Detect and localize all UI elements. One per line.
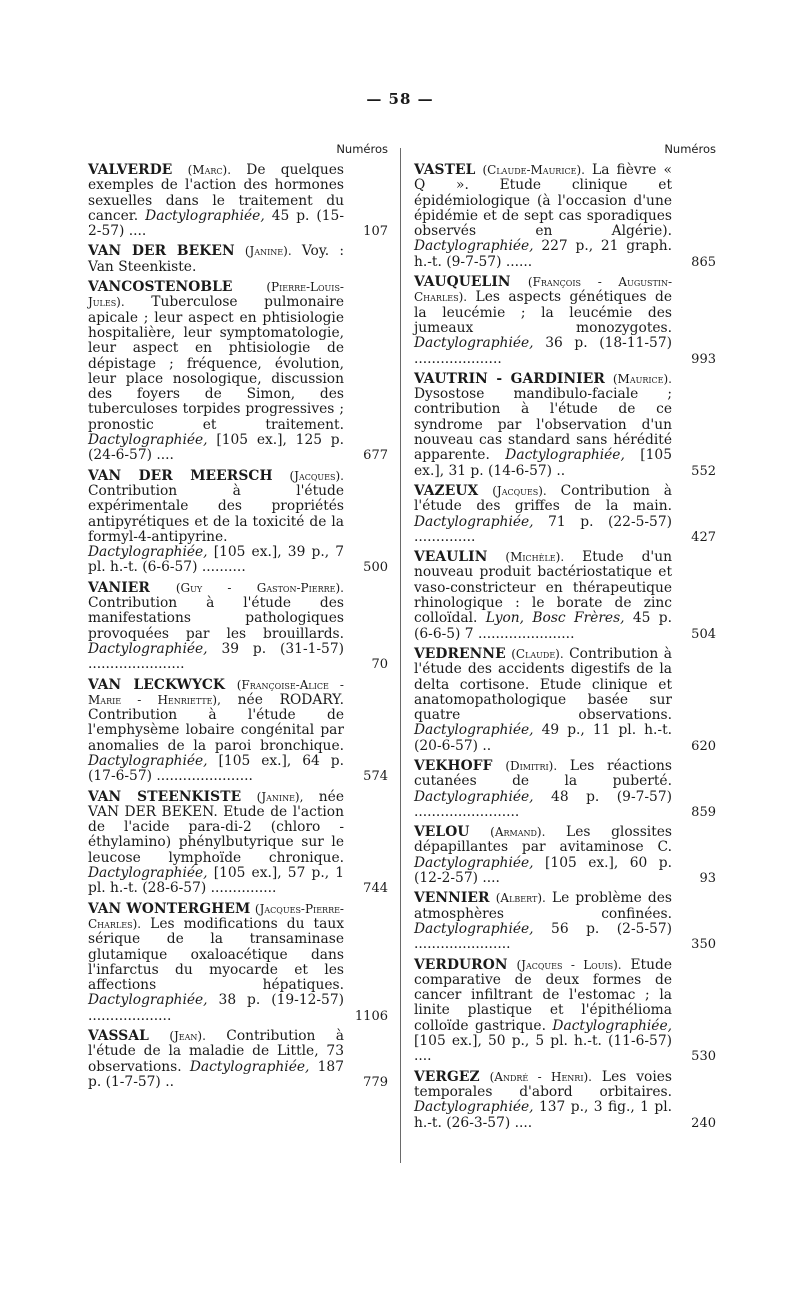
entry-text [414, 484, 672, 545]
thesis-details: 227 p., 21 graph. h.-t. (9-7-57) ...... [414, 238, 672, 270]
thesis-entry [414, 958, 716, 1065]
publication-format: Dactylographiée, [414, 513, 534, 530]
entry-number: 620 [691, 738, 716, 754]
thesis-entry [88, 469, 388, 576]
publication-format: Dactylographiée, [88, 432, 208, 449]
thesis-details: [105 ex.], 50 p., 5 pl. h.-t. (11-6-57) .... [414, 1033, 672, 1065]
entry-text [414, 825, 672, 886]
publication-format: Dactylographiée, [552, 1017, 672, 1034]
thesis-title: Contribution à l'étude de la maladie de Little, 73 observations. [88, 1028, 344, 1075]
thesis-entry [414, 163, 716, 270]
thesis-title: Contribution à l'étude expérimentale des propriétés antipyrétiques et de la toxicité de la formyl-4-antipyrine. [88, 482, 344, 545]
left-column [88, 140, 388, 1090]
author-given-names: (Marc). [187, 163, 232, 177]
thesis-entry [88, 244, 388, 275]
publication-format: Dactylographiée, [414, 1099, 534, 1116]
thesis-title: Contribution à l'étude des griffes de la main. [414, 482, 673, 515]
thesis-details: 56 p. (2-5-57) ...................... [414, 920, 672, 953]
thesis-details: [105 ex.], 31 p. (14-6-57) .. [414, 447, 672, 479]
thesis-entry [414, 825, 716, 886]
thesis-title: née RODARY. Contribution à l'étude de l'emphysème lobaire congénital par anomalies de la paroi bronchique. [88, 691, 344, 754]
thesis-entry [414, 550, 716, 642]
column-header: Numéros [664, 142, 716, 156]
thesis-details: [105 ex.], 39 p., 7 pl. h.-t. (6-6-57) .......... [88, 544, 344, 576]
author-surname: VANIER [88, 579, 150, 596]
thesis-details: 71 p. (22-5-57) .............. [414, 513, 672, 545]
author-surname: VAUTRIN - GARDINIER [414, 370, 605, 387]
thesis-title: Les glossites dépapillantes par avitaminose C. [414, 824, 673, 856]
author-given-names: (Pierre-Louis-Jules). [88, 280, 344, 310]
thesis-entry [414, 1070, 716, 1131]
thesis-details: [105 ex.], 57 p., 1 pl. h.-t. (28-6-57) ............... [88, 865, 344, 897]
thesis-title: Contribution à l'étude des accidents digestifs de la delta cortisone. Etude clinique et anatomopathologique basée sur quatre observations. [414, 645, 672, 724]
author-given-names: (Janine). [244, 244, 292, 259]
publication-format: Dactylographiée, [414, 854, 534, 871]
author-given-names: (Jacques - Louis). [516, 957, 622, 972]
entry-number: 677 [363, 448, 388, 464]
publication-format: Dactylographiée, [414, 238, 534, 255]
thesis-details: 48 p. (9-7-57) ........................ [414, 788, 672, 820]
entry-text [414, 275, 672, 367]
thesis-entry [414, 372, 716, 479]
entry-text [88, 678, 344, 785]
thesis-entry [88, 902, 388, 1024]
author-given-names: (Claude-Maurice). [482, 163, 585, 177]
entry-number: 93 [699, 871, 716, 887]
thesis-details: 45 p. (6-6-5) 7 ...................... [414, 610, 673, 642]
entry-number: 744 [363, 881, 388, 897]
publication-format: Dactylographiée, [88, 992, 208, 1009]
publication-format: Dactylographiée, [505, 447, 625, 464]
author-given-names: (Guy - Gaston-Pierre). [175, 580, 345, 595]
entry-number: 574 [363, 769, 388, 785]
author-given-names: (Jacques). [492, 483, 547, 498]
thesis-details: 137 p., 3 fig., 1 pl. h.-t. (26-3-57) .... [414, 1099, 672, 1131]
thesis-entry [414, 647, 716, 754]
thesis-entry [414, 275, 716, 367]
author-surname: VAN STEENKISTE [88, 788, 242, 805]
entry-text [88, 1029, 344, 1090]
entry-text [88, 469, 344, 576]
author-given-names: (Jacques). [289, 468, 344, 483]
thesis-title: Tuberculose pulmonaire apicale ; leur aspect en phtisiologie hospitalière, leur symptomatologie, leur aspect en phtisiologie de dépistage ; fréquence, évolution, leur place nosologique, discussion des foyers de Simon, des tuberculoses torpides progressives ; pronostic et traitement. [88, 294, 344, 433]
author-surname: VALVERDE [88, 162, 173, 178]
entry-number: 504 [691, 626, 716, 642]
entry-number: 427 [691, 529, 716, 545]
author-given-names: (André - Henri). [489, 1069, 592, 1084]
entry-number: 1106 [354, 1008, 388, 1024]
author-given-names: (Janine), [256, 789, 304, 804]
thesis-details: 187 p. (1-7-57) .. [88, 1058, 344, 1090]
publication-format: Dactylographiée, [414, 722, 534, 739]
entry-number: 993 [691, 351, 716, 367]
author-surname: VEAULIN [414, 549, 488, 566]
thesis-details: [105 ex.], 125 p. (24-6-57) .... [88, 432, 344, 464]
thesis-details: 45 p. (15-2-57) .... [88, 207, 344, 240]
thesis-entry [88, 163, 388, 239]
thesis-details: 38 p. (19-12-57) ................... [88, 992, 344, 1024]
author-given-names: (François - Augustin-Charles). [414, 275, 672, 305]
thesis-title: Les modifications du taux sérique de la transaminase glutamique oxaloacétique dans l'infarctus du myocarde et les affections hépatiques. [88, 915, 344, 994]
author-surname: VERGEZ [414, 1068, 480, 1085]
entry-number: 530 [691, 1049, 716, 1065]
entry-text [88, 902, 344, 1024]
author-surname: VEDRENNE [414, 645, 506, 662]
entry-text [414, 759, 672, 820]
publication-format: Dactylographiée, [88, 544, 208, 561]
thesis-entry [88, 1029, 388, 1090]
publication-format: Dactylographiée, [414, 788, 534, 805]
publication-format: Dactylographiée, [414, 335, 534, 352]
author-given-names: (Jacques-Pierre-Charles). [88, 901, 344, 931]
thesis-title: De quelques exemples de l'action des hormones sexuelles dans le traitement du cancer. [88, 162, 344, 224]
author-surname: VENNIER [414, 890, 490, 907]
column-divider [400, 148, 401, 1163]
entry-number: 500 [363, 560, 388, 576]
thesis-title: Etude d'un nouveau produit bactériostatique et vaso-constricteur en thérapeutique rhinologique : le borate de zinc colloïdal. [414, 549, 672, 627]
author-given-names: (Albert). [495, 891, 546, 906]
thesis-title: Les voies temporales d'abord orbitaires. [414, 1068, 673, 1100]
author-surname: VAZEUX [414, 482, 479, 499]
entry-text [414, 163, 672, 270]
entry-text [414, 891, 672, 952]
thesis-title: Le problème des atmosphères confinées. [414, 890, 673, 922]
thesis-entry [88, 678, 388, 785]
author-surname: VERDURON [414, 956, 508, 973]
entry-text [88, 581, 344, 673]
publication-format: Dactylographiée, [189, 1058, 310, 1075]
entry-text [88, 280, 344, 464]
entry-number: 865 [691, 254, 716, 270]
publication-format: Lyon, Bosc Frères, [485, 610, 625, 627]
entry-number: 350 [691, 937, 716, 953]
entry-text [414, 647, 672, 754]
author-surname: VAN LECKWYCK [88, 676, 226, 693]
thesis-title: Les aspects génétiques de la leucémie ; la leucémie des jumeaux monozygotes. [414, 289, 672, 336]
entry-text [414, 1070, 672, 1131]
thesis-title: Voy. : Van Steenkiste. [88, 243, 344, 275]
entry-number: 107 [363, 224, 388, 240]
author-surname: VANCOSTENOBLE [88, 279, 233, 296]
column-header: Numéros [336, 142, 388, 156]
entry-text [414, 372, 672, 479]
thesis-entry [414, 759, 716, 820]
author-given-names: (Dimitri). [505, 758, 558, 773]
thesis-entry [414, 484, 716, 545]
thesis-details: 39 p. (31-1-57) ...................... [88, 640, 344, 673]
author-given-names: (Armand). [490, 825, 546, 840]
author-surname: VAN DER MEERSCH [88, 467, 273, 484]
entry-number: 779 [363, 1074, 388, 1090]
thesis-details: 36 p. (18-11-57) .................... [414, 335, 672, 367]
entry-number: 70 [371, 657, 388, 673]
publication-format: Dactylographiée, [88, 865, 208, 882]
author-given-names: (Jean). [169, 1029, 206, 1044]
author-surname: VELOU [414, 824, 470, 841]
right-column [414, 140, 716, 1131]
author-given-names: (Claude). [511, 646, 564, 661]
entry-text [414, 958, 672, 1065]
author-surname: VAN DER BEKEN [88, 243, 235, 260]
author-given-names: (Maurice). [612, 371, 672, 386]
entry-number: 240 [691, 1115, 716, 1131]
author-given-names: (Michèle). [505, 550, 565, 565]
publication-format: Dactylographiée, [88, 752, 208, 769]
thesis-title: Dysostose mandibulo-faciale ; contribution à l'étude de ce syndrome par l'observation d'un nouveau cas standard sans hérédité apparente. [414, 386, 672, 464]
thesis-entry [414, 891, 716, 952]
thesis-details: 49 p., 11 pl. h.-t. (20-6-57) .. [414, 722, 672, 754]
thesis-details: [105 ex.], 60 p. (12-2-57) .... [414, 854, 672, 887]
thesis-entry [88, 280, 388, 464]
thesis-details: [105 ex.], 64 p. (17-6-57) ...................... [88, 752, 344, 785]
entry-number: 859 [691, 804, 716, 820]
thesis-title: Les réactions cutanées de la puberté. [414, 757, 672, 790]
publication-format: Dactylographiée, [145, 207, 265, 224]
author-surname: VASTEL [414, 162, 476, 178]
entry-text [414, 550, 672, 642]
thesis-title: née VAN DER BEKEN. Etude de l'action de l'acide para-di-2 (chloro - éthylamino) phénylbutyrique sur le leucose lymphoïde chronique. [88, 788, 345, 866]
thesis-title: Etude comparative de deux formes de cancer infiltrant de l'estomac ; la linite plastique et l'épithélioma colloïde gastrique. [414, 956, 672, 1034]
entry-number: 552 [691, 463, 716, 479]
entry-text [88, 163, 344, 239]
author-surname: VASSAL [88, 1028, 149, 1045]
entry-text [88, 790, 344, 897]
author-given-names: (Françoise-Alice - Marie - Henriette), [88, 677, 344, 707]
thesis-title: Contribution à l'étude des manifestations pathologiques provoquées par les brouillards. [88, 595, 344, 642]
publication-format: Dactylographiée, [414, 920, 534, 937]
publication-format: Dactylographiée, [88, 640, 208, 657]
author-surname: VAUQUELIN [414, 274, 511, 291]
author-surname: VAN WONTERGHEM [88, 900, 251, 917]
page-number: — 58 — [366, 90, 434, 108]
thesis-title: La fièvre « Q ». Etude clinique et épidémiologique (à l'occasion d'une épidémie et de sept cas sporadiques observés en Algérie). [414, 162, 672, 240]
thesis-entry [88, 581, 388, 673]
author-surname: VEKHOFF [414, 757, 493, 774]
thesis-entry [88, 790, 388, 897]
entry-text [88, 244, 344, 275]
